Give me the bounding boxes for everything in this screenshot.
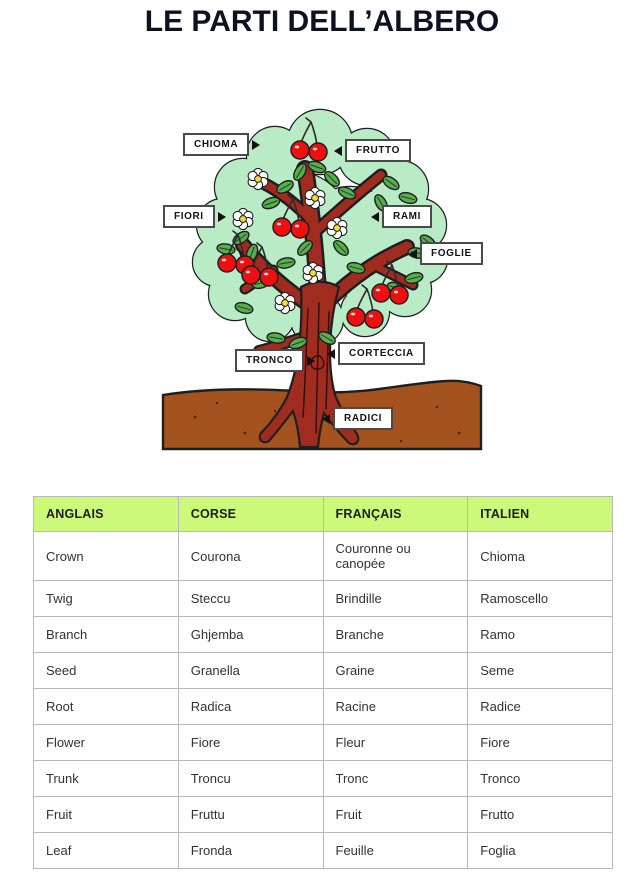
diagram-label-tronco: [235, 349, 315, 372]
table-cell: Fronda: [178, 833, 323, 869]
arrow-left-icon: [327, 349, 335, 359]
table-cell: Brindille: [323, 581, 468, 617]
diagram-label-fiori: [163, 205, 226, 228]
diagram-label-frutto: [334, 139, 411, 162]
column-header-anglais: ANGLAIS: [34, 497, 179, 532]
table-cell: Crown: [34, 532, 179, 581]
table-row: [34, 532, 613, 581]
table-cell: Foglia: [468, 833, 613, 869]
table-cell: Chioma: [468, 532, 613, 581]
page-title: LE PARTI DELL’ALBERO: [144, 5, 500, 38]
table-cell: Branch: [34, 617, 179, 653]
label-text: TRONCO: [235, 349, 304, 372]
table-cell: Leaf: [34, 833, 179, 869]
table-cell: Fleur: [323, 725, 468, 761]
column-header-italien: ITALIEN: [468, 497, 613, 532]
table-cell: Courona: [178, 532, 323, 581]
table-cell: Flower: [34, 725, 179, 761]
table-cell: Ramoscello: [468, 581, 613, 617]
table-row: [34, 581, 613, 617]
table-cell: Fruit: [34, 797, 179, 833]
table-row: [34, 689, 613, 725]
table-cell: Root: [34, 689, 179, 725]
table-cell: Seed: [34, 653, 179, 689]
table-cell: Tronco: [468, 761, 613, 797]
table-row: [34, 725, 613, 761]
table-row: [34, 653, 613, 689]
table-cell: Steccu: [178, 581, 323, 617]
table-header-row: [34, 497, 613, 532]
table-cell: Trunk: [34, 761, 179, 797]
table-cell: Granella: [178, 653, 323, 689]
table-cell: Radice: [468, 689, 613, 725]
table-cell: Racine: [323, 689, 468, 725]
diagram-label-chioma: [183, 133, 260, 156]
diagram-label-foglie: [409, 242, 483, 265]
table-cell: Twig: [34, 581, 179, 617]
label-text: FIORI: [163, 205, 215, 228]
table-cell: Frutto: [468, 797, 613, 833]
table-cell: Tronc: [323, 761, 468, 797]
table-cell: Branche: [323, 617, 468, 653]
table-cell: Radica: [178, 689, 323, 725]
table-cell: Fruttu: [178, 797, 323, 833]
arrow-right-icon: [252, 140, 260, 150]
tree-diagram: [155, 97, 485, 453]
table-cell: Feuille: [323, 833, 468, 869]
column-header-corse: CORSE: [178, 497, 323, 532]
label-text: RAMI: [382, 205, 432, 228]
diagram-label-radici: [322, 407, 393, 430]
table-cell: Fruit: [323, 797, 468, 833]
label-text: FRUTTO: [345, 139, 411, 162]
arrow-right-icon: [218, 212, 226, 222]
table-cell: Seme: [468, 653, 613, 689]
label-text: FOGLIE: [420, 242, 483, 265]
arrow-left-icon: [334, 146, 342, 156]
label-text: CORTECCIA: [338, 342, 425, 365]
arrow-left-icon: [322, 414, 330, 424]
translation-table: [33, 496, 613, 869]
table-cell: Ghjemba: [178, 617, 323, 653]
table-row: [34, 617, 613, 653]
arrow-left-icon: [409, 249, 417, 259]
table-cell: Fiore: [178, 725, 323, 761]
arrow-left-icon: [371, 212, 379, 222]
table-cell: Couronne ou canopée: [323, 532, 468, 581]
table-cell: Graine: [323, 653, 468, 689]
label-text: RADICI: [333, 407, 393, 430]
table-cell: Ramo: [468, 617, 613, 653]
table-cell: Troncu: [178, 761, 323, 797]
table-row: [34, 833, 613, 869]
diagram-label-rami: [371, 205, 432, 228]
table-row: [34, 797, 613, 833]
label-text: CHIOMA: [183, 133, 249, 156]
column-header-francais: FRANÇAIS: [323, 497, 468, 532]
diagram-label-corteccia: [327, 342, 425, 365]
table-row: [34, 761, 613, 797]
arrow-right-icon: [307, 356, 315, 366]
table-cell: Fiore: [468, 725, 613, 761]
